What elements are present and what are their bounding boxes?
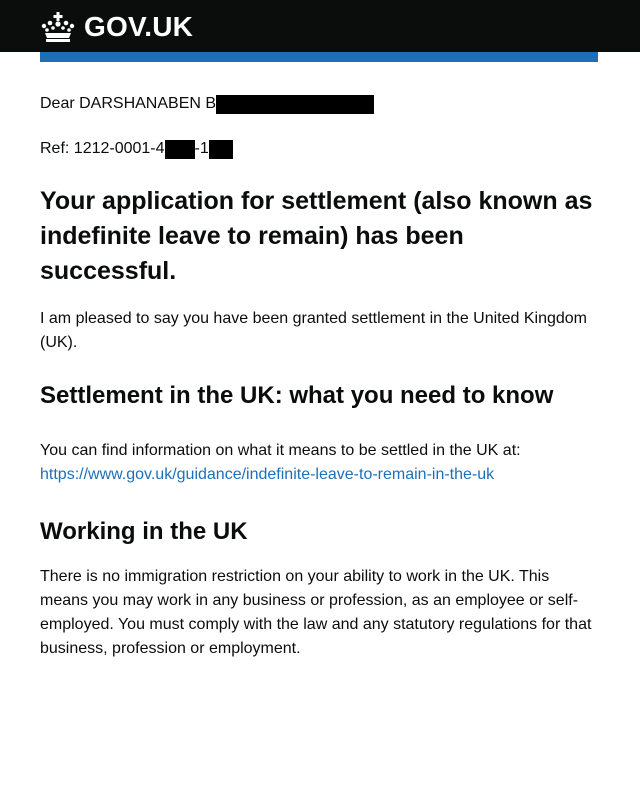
letter-body	[40, 93, 600, 661]
guidance-link[interactable]: https://www.gov.uk/guidance/indefinite-leave-to-remain-in-the-uk	[40, 466, 495, 483]
crown-icon	[40, 11, 76, 43]
reference-prefix: Ref: 1212-0001-4	[40, 140, 165, 157]
intro-paragraph: I am pleased to say you have been granted settlement in the United Kingdom (UK).	[40, 310, 588, 351]
govuk-logo-link[interactable]	[40, 9, 193, 45]
site-header	[0, 0, 640, 52]
section-heading-working: Working in the UK	[40, 518, 248, 545]
redacted-name-block	[216, 95, 374, 114]
reference-middle: -1	[194, 140, 209, 157]
page-title: Your application for settlement (also known as indefinite leave to remain) has been successful.	[40, 187, 593, 285]
header-accent-bar	[40, 52, 598, 62]
greeting: Dear DARSHANABEN B	[40, 95, 217, 112]
reference-line	[40, 138, 600, 160]
settlement-paragraph	[40, 439, 600, 487]
redacted-ref-block-1	[165, 140, 195, 159]
working-paragraph: There is no immigration restriction on your ability to work in the UK. This means you may work in any business or profession, as an employee or self-employed. You must comply with the law and any statutory regulations for that business, profession or employment.	[40, 568, 592, 657]
redacted-ref-block-2	[209, 140, 233, 159]
section-heading-settlement: Settlement in the UK: what you need to know	[40, 382, 554, 409]
brand-name: GOV.UK	[84, 11, 194, 42]
greeting-line	[40, 93, 600, 115]
settlement-text: You can find information on what it means to be settled in the UK at:	[40, 442, 521, 459]
